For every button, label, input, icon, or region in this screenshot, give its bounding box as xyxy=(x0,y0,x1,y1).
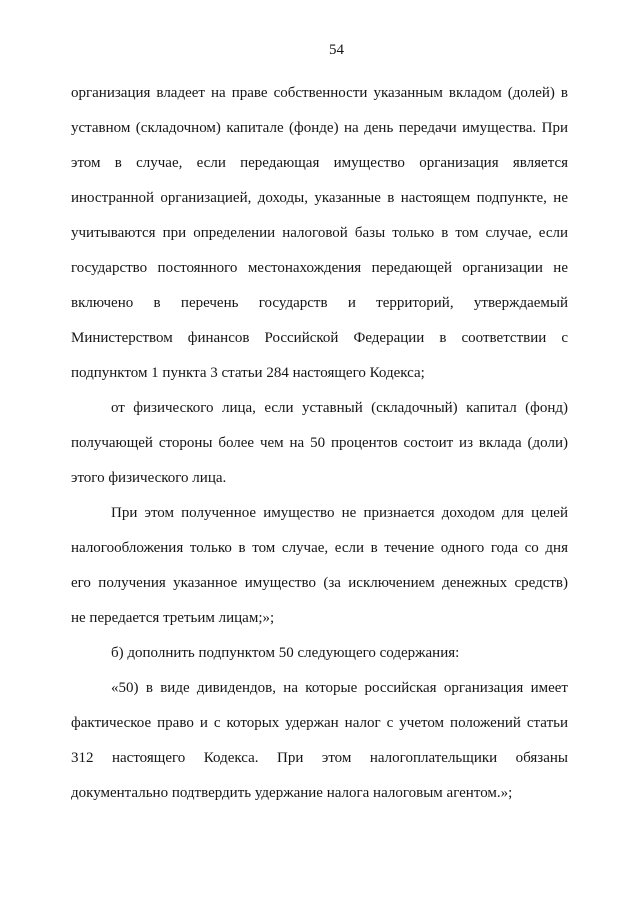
text-line: иностранной организацией, доходы, указанные в настоящем подпункте, не xyxy=(71,190,568,206)
text-line: 312 настоящего Кодекса. При этом налогоплательщики обязаны xyxy=(71,750,568,766)
text-line: подпунктом 1 пункта 3 статьи 284 настоящего Кодекса; xyxy=(71,365,425,381)
text-line: «50) в виде дивидендов, на которые российская организация имеет xyxy=(111,680,568,696)
text-line: включено в перечень государств и территорий, утверждаемый xyxy=(71,295,568,311)
text-line: организация владеет на праве собственности указанным вкладом (долей) в xyxy=(71,85,568,101)
text-line: фактическое право и с которых удержан налог с учетом положений статьи xyxy=(71,715,568,731)
text-line: При этом полученное имущество не признается доходом для целей xyxy=(111,505,568,521)
text-line: от физического лица, если уставный (складочный) капитал (фонд) xyxy=(111,400,568,416)
text-line: Министерством финансов Российской Федерации в соответствии с xyxy=(71,330,568,346)
text-line: получающей стороны более чем на 50 процентов состоит из вклада (доли) xyxy=(71,435,568,451)
text-line: этом в случае, если передающая имущество организация является xyxy=(71,155,568,171)
text-line: документально подтвердить удержание налога налоговым агентом.»; xyxy=(71,785,513,801)
text-line: не передается третьим лицам;»; xyxy=(71,610,275,626)
document-body xyxy=(71,76,568,811)
text-line: б) дополнить подпунктом 50 следующего содержания: xyxy=(111,645,460,661)
text-line: государство постоянного местонахождения передающей организации не xyxy=(71,260,568,276)
page-number: 54 xyxy=(329,42,344,58)
text-line: налогообложения только в том случае, если в течение одного года со дня xyxy=(71,540,568,556)
text-line: учитываются при определении налоговой базы только в том случае, если xyxy=(71,225,568,241)
text-line: этого физического лица. xyxy=(71,470,227,486)
text-line: уставном (складочном) капитале (фонде) на день передачи имущества. При xyxy=(71,120,568,136)
text-line: его получения указанное имущество (за исключением денежных средств) xyxy=(71,575,568,591)
